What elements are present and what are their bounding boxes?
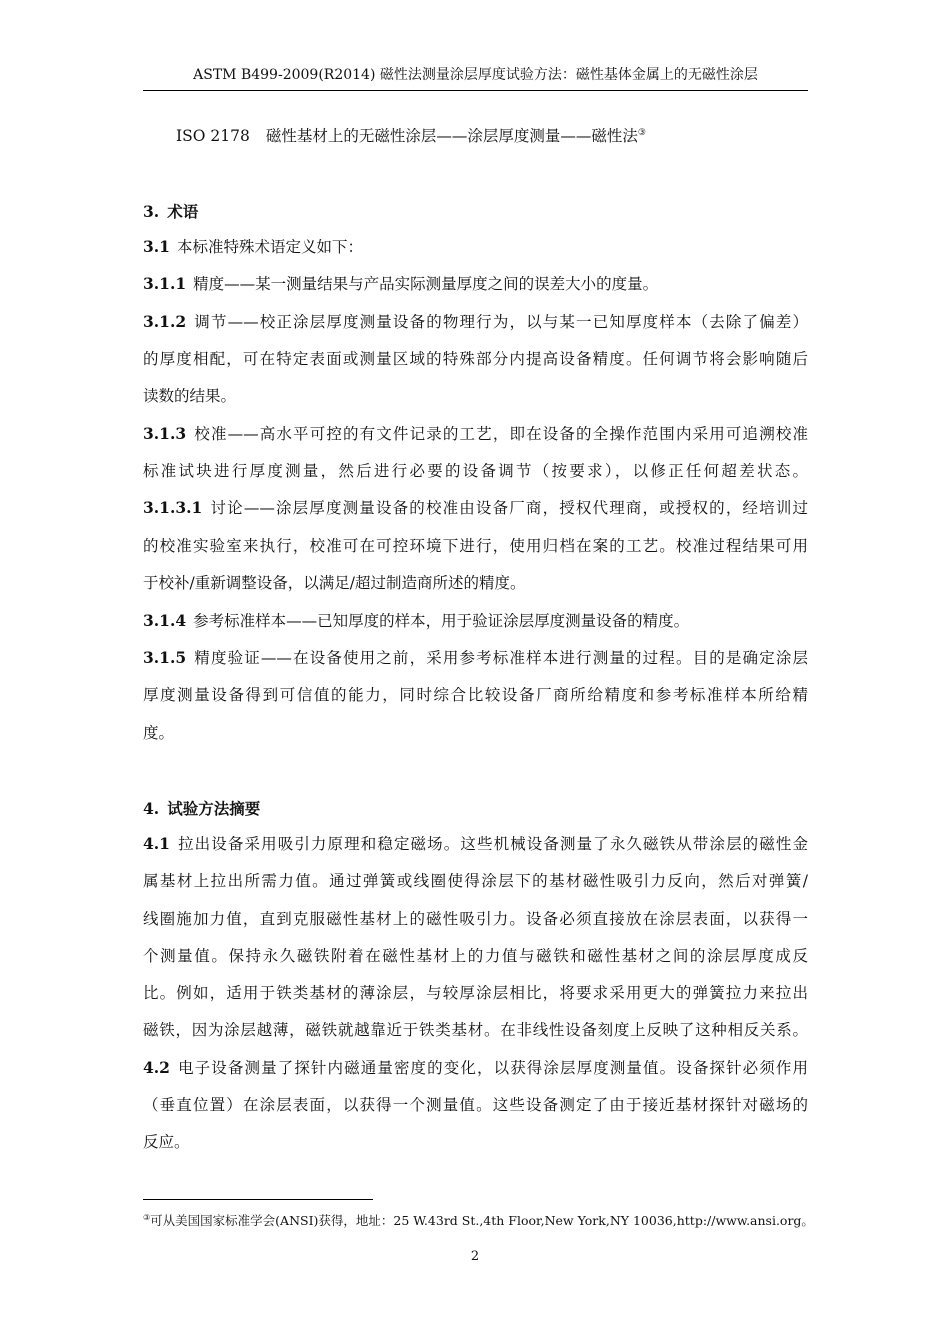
clause-text: 反应。	[143, 1133, 190, 1151]
clause-number: 3.1.2	[143, 312, 187, 331]
clause-text: 度。	[143, 724, 175, 742]
paragraph-line	[143, 944, 808, 966]
footnote-divider	[143, 1199, 373, 1200]
clause-text: 磁铁，因为涂层越薄，磁铁就越靠近于铁类基材。在非线性设备刻度上反映了这种相反关系。	[143, 1021, 808, 1039]
clause-number: 4.2	[143, 1058, 170, 1077]
section-number: 3.	[143, 202, 160, 221]
reference-iso-2178	[176, 124, 646, 146]
clause-number: 3.1.4	[143, 611, 187, 630]
paragraph-line	[143, 1056, 808, 1078]
reference-title: 磁性基材上的无磁性涂层——涂层厚度测量——磁性法	[265, 127, 638, 145]
clause-number: 3.1.1	[143, 274, 187, 293]
clause-number: 3.1.5	[143, 648, 187, 667]
paragraph-line	[143, 869, 808, 891]
clause-text: 精度验证——在设备使用之前，采用参考标准样本进行测量的过程。目的是确定涂层	[193, 649, 808, 667]
paragraph-line	[143, 496, 808, 518]
section-title: 术语	[167, 202, 199, 221]
clause-text: 校准——高水平可控的有文件记录的工艺，即在设备的全操作范围内采用可追溯校准	[193, 425, 808, 443]
clause-text: 厚度测量设备得到可信值的能力，同时综合比较设备厂商所给精度和参考标准样本所给精	[143, 686, 808, 704]
clause-text: 的厚度相配，可在特定表面或测量区域的特殊部分内提高设备精度。任何调节将会影响随后	[143, 350, 808, 368]
section-4-heading	[143, 797, 260, 819]
page-number: 2	[470, 1249, 480, 1264]
footnote-marker: ③	[637, 127, 646, 138]
footnote	[143, 1211, 814, 1229]
footnote-marker: ③	[143, 1212, 151, 1222]
paragraph-line	[143, 384, 808, 406]
clause-text: 比。例如，适用于铁类基材的薄涂层，与较厚涂层相比，将要求采用更大的弹簧拉力来拉出	[143, 984, 808, 1002]
paragraph-line	[143, 981, 808, 1003]
paragraph-line	[143, 310, 808, 332]
clause-text: 拉出设备采用吸引力原理和稳定磁场。这些机械设备测量了永久磁铁从带涂层的磁性金	[176, 835, 808, 853]
paragraph-line	[143, 907, 808, 929]
paragraph-line	[143, 272, 808, 294]
clause-text: 的校准实验室来执行，校准可在可控环境下进行，使用归档在案的工艺。校准过程结果可用	[143, 537, 808, 555]
clause-text: 个测量值。保持永久磁铁附着在磁性基材上的力值与磁铁和磁性基材之间的涂层厚度成反	[143, 947, 808, 965]
footnote-text: 可从美国国家标准学会(ANSI)获得，地址：25 W.43rd St.,4th Floor,New York,NY 10036,http://www.ansi.org。	[150, 1213, 814, 1228]
clause-text: 线圈施加力值，直到克服磁性基材上的磁性吸引力。设备必须直接放在涂层表面，以获得一	[143, 910, 808, 928]
paragraph-line	[143, 1130, 808, 1152]
paragraph-line	[143, 534, 808, 556]
paragraph-line	[143, 1093, 808, 1115]
clause-text: 标准试块进行厚度测量，然后进行必要的设备调节（按要求），以修正任何超差状态。	[143, 462, 808, 480]
paragraph-line	[143, 422, 808, 444]
paragraph-line	[143, 721, 808, 743]
clause-text: 参考标准样本——已知厚度的样本，用于验证涂层厚度测量设备的精度。	[193, 612, 690, 630]
paragraph-line	[143, 459, 808, 481]
clause-text: 精度——某一测量结果与产品实际测量厚度之间的误差大小的度量。	[193, 275, 659, 293]
paragraph-line	[143, 235, 808, 257]
paragraph-line	[143, 832, 808, 854]
clause-number: 3.1.3	[143, 424, 187, 443]
clause-text: 于校补/重新调整设备，以满足/超过制造商所述的精度。	[143, 574, 526, 592]
paragraph-line	[143, 571, 808, 593]
clause-text: 本标准特殊术语定义如下：	[176, 238, 363, 256]
clause-text: （垂直位置）在涂层表面，以获得一个测量值。这些设备测定了由于接近基材探针对磁场的	[143, 1096, 808, 1114]
section-number: 4.	[143, 799, 160, 818]
paragraph-line	[143, 1018, 808, 1040]
paragraph-line	[143, 347, 808, 369]
paragraph-line	[143, 683, 808, 705]
paragraph-line	[143, 609, 808, 631]
clause-number: 3.1.3.1	[143, 498, 203, 517]
clause-text: 调节——校正涂层厚度测量设备的物理行为，以与某一已知厚度样本（去除了偏差）	[193, 313, 808, 331]
clause-text: 属基材上拉出所需力值。通过弹簧或线圈使得涂层下的基材磁性吸引力反向，然后对弹簧/	[143, 872, 808, 890]
clause-number: 3.1	[143, 237, 170, 256]
reference-number: ISO 2178	[176, 127, 250, 145]
clause-text: 讨论——涂层厚度测量设备的校准由设备厂商，授权代理商，或授权的，经培训过	[209, 499, 808, 517]
clause-text: 电子设备测量了探针内磁通量密度的变化，以获得涂层厚度测量值。设备探针必须作用	[176, 1059, 808, 1077]
paragraph-line	[143, 646, 808, 668]
running-header: ASTM B499-2009(R2014) 磁性法测量涂层厚度试验方法：磁性基体金属上的无磁性涂层	[143, 64, 808, 91]
section-title: 试验方法摘要	[167, 799, 261, 818]
clause-number: 4.1	[143, 834, 170, 853]
clause-text: 读数的结果。	[143, 387, 237, 405]
section-3-heading	[143, 200, 198, 222]
